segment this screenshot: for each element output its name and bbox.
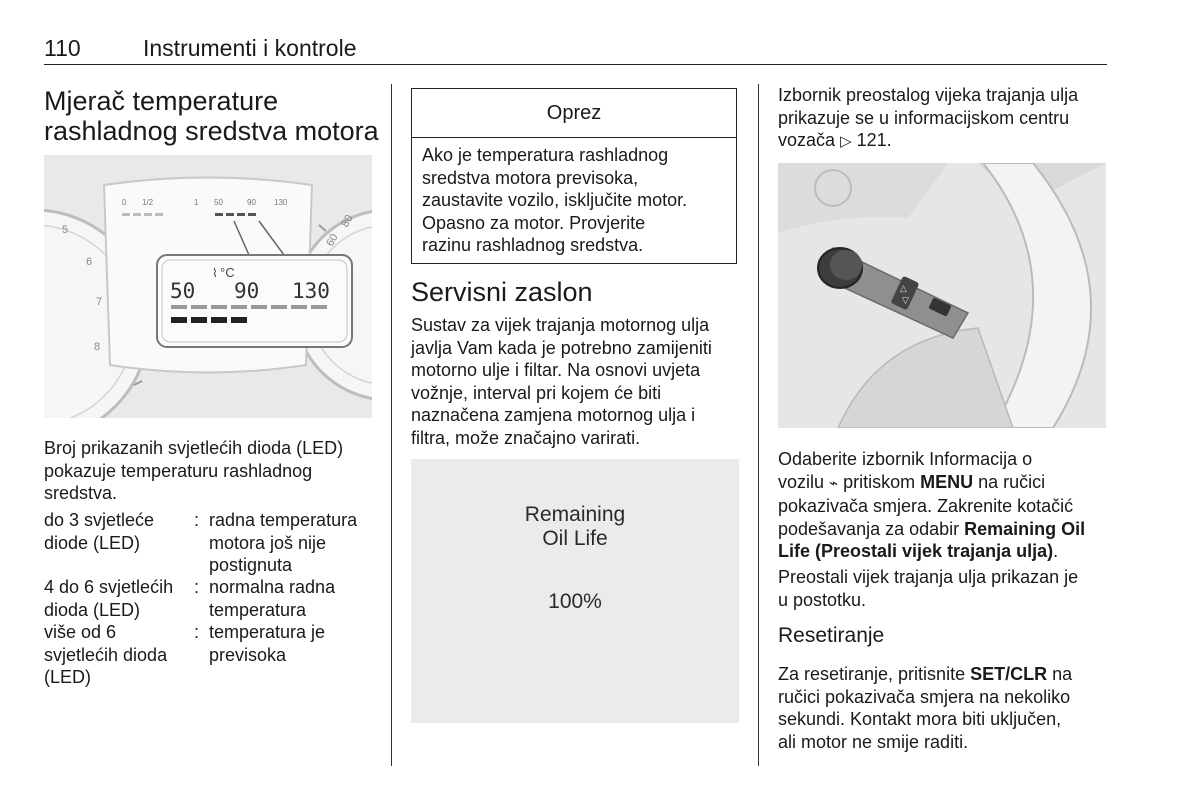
arrow-down-icon: ▽ [902, 295, 909, 305]
oil-life-label-line1: Remaining [524, 503, 626, 526]
left-dial-5: 5 [62, 224, 69, 236]
left-dial-8: 8 [94, 341, 101, 353]
oil-life-value: 100% [548, 590, 602, 613]
oil-life-display [411, 459, 739, 723]
left-dial-7: 7 [96, 296, 103, 308]
heading-coolant-gauge: Mjerač temperature rashladnog sredstva motora [44, 86, 379, 146]
vehicle-icon: ⌁ [829, 474, 839, 492]
small-scale-0: 0 [122, 198, 127, 207]
led-definitions: do 3 svjetleće diode (LED) : radna temperatura motora još nije postignuta 4 do 6 svjetlećih dioda (LED) : normalna radna temperatura više od 6 svjetlećih dioda (LED) : temperatura je previsoka [44, 510, 358, 687]
header-rule [44, 64, 1107, 65]
page-reference-icon: ▷ [840, 133, 852, 150]
gauge-svg [44, 155, 372, 418]
reset-paragraph: Za resetiranje, pritisnite SET/CLR na ručici pokazivača smjera na nekoliko sekundi. Kontakt mora biti uključen, ali motor ne smije raditi. [778, 664, 1073, 752]
right-dial-60: 60 [324, 231, 341, 249]
zoom-unit: °C [220, 265, 235, 280]
percentage-paragraph: Preostali vijek trajanja ulja prikazan je u postotku. [778, 567, 1079, 610]
select-menu-paragraph: Odaberite izbornik Informacija o vozilu ⌁ pritiskom MENU na ručici pokazivača smjera. Zakrenite kotačić podešavanja za odabir Remaining Oil Life (Preostali vijek trajanja ulja). [778, 449, 1086, 561]
small-scale-50: 50 [214, 198, 223, 207]
lever-svg [778, 163, 1106, 428]
zoom-scale-130: 130 [292, 279, 330, 303]
zoom-scale-50: 50 [170, 279, 196, 303]
caution-text: Ako je temperatura rashladnog sredstva motora previsoka, zaustavite vozilo, isključite motor. Opasno za motor. Provjerite razinu rashladnog sredstva. [422, 145, 688, 255]
left-dial-6: 6 [86, 256, 93, 268]
section-title: Instrumenti i kontrole [143, 35, 357, 61]
page-number: 110 [44, 35, 81, 61]
thermometer-icon: ⌇ [212, 266, 218, 280]
service-paragraph: Sustav za vijek trajanja motornog ulja javlja Vam kada je potrebno zamijeniti motorno ulje i filtar. Na osnovi uvjeta vožnje, interval pri kojem će biti naznačena zamjena motornog ulja i filtra, može značajno varirati. [411, 315, 712, 448]
caution-title: Oprez [412, 89, 736, 138]
small-scale-90: 90 [247, 198, 256, 207]
intro-paragraph: Izbornik preostalog vijeka trajanja ulja prikazuje se u informacijskom centru vozača ▷ 121. [778, 85, 1079, 150]
heading-reset: Resetiranje [778, 624, 885, 647]
small-scale-130: 130 [274, 198, 288, 207]
small-scale-1: 1 [194, 198, 199, 207]
arrow-up-icon: △ [900, 283, 907, 293]
oil-life-label-line2: Oil Life [542, 527, 608, 550]
heading-service-display: Servisni zaslon [411, 277, 593, 307]
column-divider-1 [391, 84, 392, 766]
zoom-scale-90: 90 [234, 279, 260, 303]
gauge-intro: Broj prikazanih svjetlećih dioda (LED) pokazuje temperaturu rashladnog sredstva. [44, 438, 344, 503]
column-divider-2 [758, 84, 759, 766]
small-scale-half: 1/2 [142, 198, 154, 207]
right-dial-80: 80 [339, 212, 356, 230]
caution-box [411, 88, 737, 264]
turn-signal-lever-illustration [778, 163, 1106, 428]
coolant-gauge-illustration [44, 155, 372, 418]
